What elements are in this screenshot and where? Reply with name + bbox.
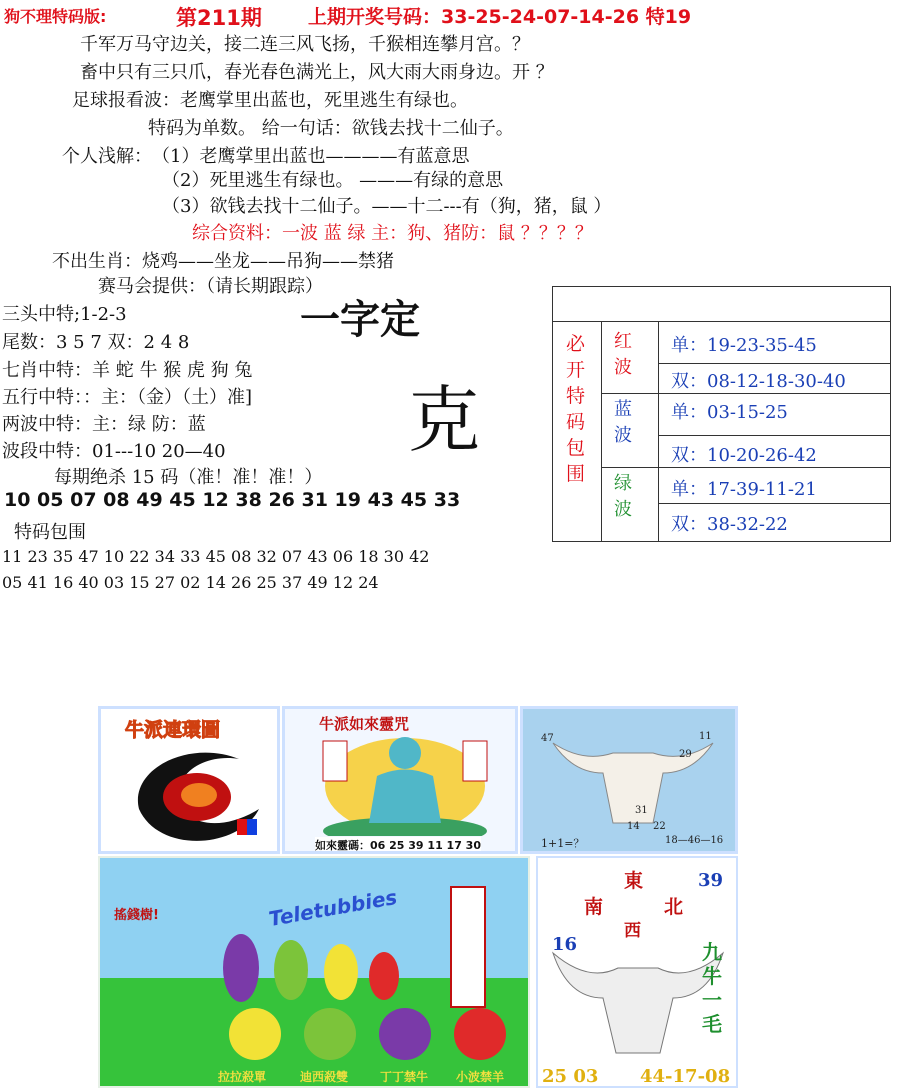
flame-swirl-icon	[119, 739, 269, 851]
special-row-1: 11 23 35 47 10 22 34 33 45 08 32 07 43 06 18 30 42	[2, 547, 430, 566]
must-open-title: 必开特码包围	[566, 333, 586, 485]
poem-line-4: 特码为单数。 给一句话：欲钱去找十二仙子。	[148, 118, 514, 139]
special-row-2: 05 41 16 40 03 15 27 02 14 26 25 37 49 12 24	[2, 573, 379, 592]
red-wave-single: 单：19-23-35-45	[671, 335, 817, 356]
img4-bottom-2: 迪西殺雙	[300, 1070, 349, 1084]
img3-num-11: 11	[699, 731, 712, 742]
dir-west: 西	[624, 921, 641, 941]
img4-side-sign	[450, 886, 486, 1008]
img3-num-47: 47	[541, 733, 554, 744]
analysis-item-2: （2）死里逃生有绿也。 ———有绿的意思	[162, 170, 504, 191]
teletubby-faces-icon	[210, 998, 520, 1078]
img4-tag: 搖錢樹!	[114, 908, 159, 923]
dir-south: 南	[584, 896, 604, 918]
blue-wave-single: 单：03-15-25	[671, 402, 788, 423]
img5-bottom-right: 44-17-08	[640, 1066, 731, 1087]
analysis-label: 个人浅解：	[62, 146, 152, 167]
kill15-numbers: 10 05 07 08 49 45 12 38 26 31 19 43 45 33	[4, 489, 461, 511]
img3-num-22: 22	[653, 821, 666, 832]
img3-num-range: 18—46—16	[665, 835, 724, 846]
no-zodiac-line: 不出生肖：烧鸡——坐龙——吊狗——禁猪	[52, 251, 394, 272]
dir-north: 北	[664, 896, 684, 918]
race-provide-line: 赛马会提供：（请长期跟踪）	[98, 276, 323, 297]
blue-wave-double: 双：10-20-26-42	[671, 445, 817, 466]
img4-logo: Teletubbies	[266, 884, 399, 932]
issue-number: 第211期	[176, 6, 262, 30]
analysis-item-1: （1）老鹰掌里出蓝也————有蓝意思	[152, 146, 470, 167]
poem-line-3: 足球报看波：老鹰掌里出蓝也，死里逃生有绿也。	[72, 90, 468, 111]
buddha-icon	[315, 731, 495, 836]
prediction-line-1: 三头中特;1-2-3	[2, 304, 127, 325]
img1-title: 牛派連環圖	[125, 719, 221, 741]
prediction-line-6: 波段中特：01---10 20—40	[2, 441, 226, 462]
must-open-table	[552, 286, 891, 542]
prediction-line-2: 尾数：3 5 7 双：2 4 8	[2, 332, 190, 353]
img3-num-31: 31	[635, 805, 648, 816]
image-skull-direction-panel	[536, 856, 738, 1088]
red-wave-label: 红波	[614, 331, 632, 378]
prediction-line-4: 五行中特：：主：（金）（土）准]	[2, 387, 253, 408]
img4-bottom-1: 拉拉殺單	[218, 1070, 267, 1084]
dir-east: 東	[624, 870, 644, 892]
img4-bottom-4: 小波禁羊	[456, 1070, 505, 1084]
blue-wave-label: 蓝波	[614, 399, 632, 446]
green-wave-label: 绿波	[614, 473, 632, 520]
brand-title: 狗不理特码版:	[4, 7, 107, 26]
img3-num-29: 29	[679, 749, 692, 760]
image-flame-panel	[98, 706, 280, 854]
red-wave-double: 双：08-12-18-30-40	[671, 371, 846, 392]
kill15-label: 每期绝杀 15 码（准！准！准！）	[54, 467, 323, 488]
img5-num-16: 16	[552, 934, 578, 955]
special-label: 特码包围	[14, 522, 86, 543]
img3-sum: 1+1=？	[541, 837, 585, 850]
image-teletubbies-panel	[98, 856, 530, 1088]
poem-line-2: 畜中只有三只爪，春光春色满光上，风大雨大雨身边。开 ？	[80, 62, 554, 83]
image-buddha-panel	[282, 706, 518, 854]
one-word-char: 克	[408, 378, 481, 462]
img3-num-14: 14	[627, 821, 640, 832]
img5-phrase: 九牛一毛	[702, 940, 722, 1036]
green-wave-single: 单：17-39-11-21	[671, 479, 817, 500]
teletubbies-icon	[216, 918, 406, 1008]
img5-num-39: 39	[698, 870, 724, 891]
img5-bottom-left: 25 03	[542, 1066, 599, 1087]
analysis-item-3: （3）欲钱去找十二仙子。——十二---有（狗，猪，鼠 ）	[162, 196, 612, 217]
img4-bottom-3: 丁丁禁牛	[380, 1070, 429, 1084]
green-wave-double: 双：38-32-22	[671, 514, 788, 535]
image-skull-panel	[520, 706, 738, 854]
img2-numbers: 如來靈碼：06 25 39 11 17 30	[315, 839, 481, 852]
img2-title: 牛派如來靈咒	[319, 715, 410, 733]
poem-line-1: 千军万马守边关，接二连三风飞扬，千猴相连攀月宫。？	[80, 34, 530, 55]
last-draw-numbers: 上期开奖号码：33-25-24-07-14-26 特19	[308, 6, 692, 28]
prediction-line-5: 两波中特：主：绿 防：蓝	[2, 414, 206, 435]
summary-line: 综合资料：一波 蓝 绿 主：狗、猪防：鼠 ？？？？	[192, 223, 593, 244]
one-word-label: 一字定	[300, 297, 420, 343]
prediction-line-3: 七肖中特：羊 蛇 牛 猴 虎 狗 兔	[2, 360, 253, 381]
